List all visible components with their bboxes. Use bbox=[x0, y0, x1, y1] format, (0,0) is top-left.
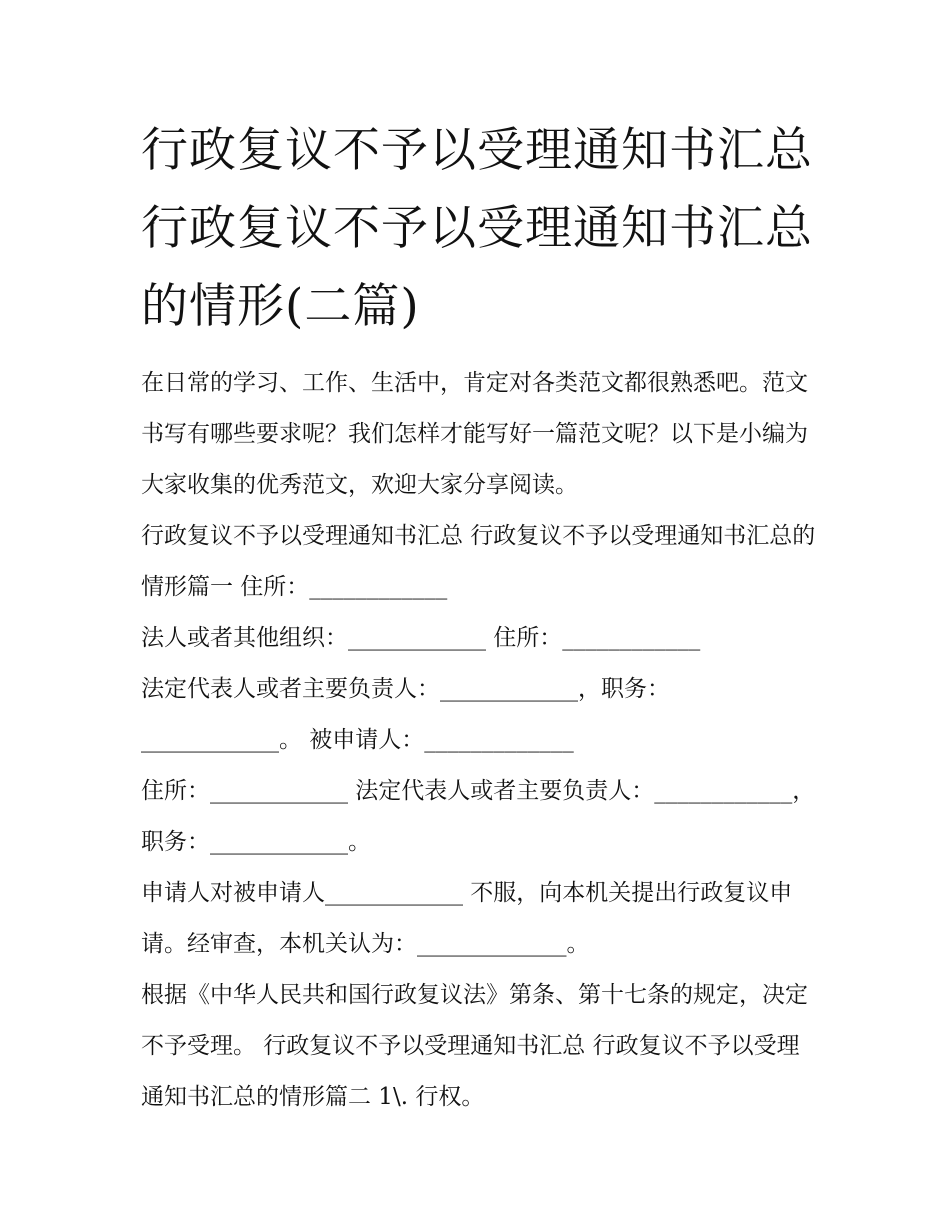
paragraph-6: 根据《中华人民共和国行政复议法》第条、第十七条的规定，决定不予受理。 行政复议不予以受理通知书汇总 行政复议不予以受理通知书汇总的情形篇二 1\. 行权。 bbox=[141, 982, 808, 1110]
paragraph-4: 住所：____________ 法定代表人或者主要负责人：____________，职务：____________。 bbox=[141, 778, 816, 855]
paragraph-intro: 在日常的学习、工作、生活中，肯定对各类范文都很熟悉吧。范文书写有哪些要求呢？我们怎样才能写好一篇范文呢？以下是小编为大家收集的优秀范文，欢迎大家分享阅读。 bbox=[141, 370, 808, 498]
paragraph-3: 法定代表人或者主要负责人：____________，职务：____________。 被申请人：_____________ bbox=[141, 676, 670, 753]
paragraph-1: 行政复议不予以受理通知书汇总 行政复议不予以受理通知书汇总的情形篇一 住所：____________ bbox=[141, 523, 816, 600]
document-page bbox=[141, 112, 821, 1123]
document-title: 行政复议不予以受理通知书汇总 行政复议不予以受理通知书汇总的情形(二篇) bbox=[141, 123, 813, 334]
paragraph-5: 申请人对被申请人____________ 不服，向本机关提出行政复议申请。经审查，本机关认为：_____________。 bbox=[141, 880, 793, 957]
paragraph-2: 法人或者其他组织：____________ 住所：____________ bbox=[141, 625, 701, 651]
